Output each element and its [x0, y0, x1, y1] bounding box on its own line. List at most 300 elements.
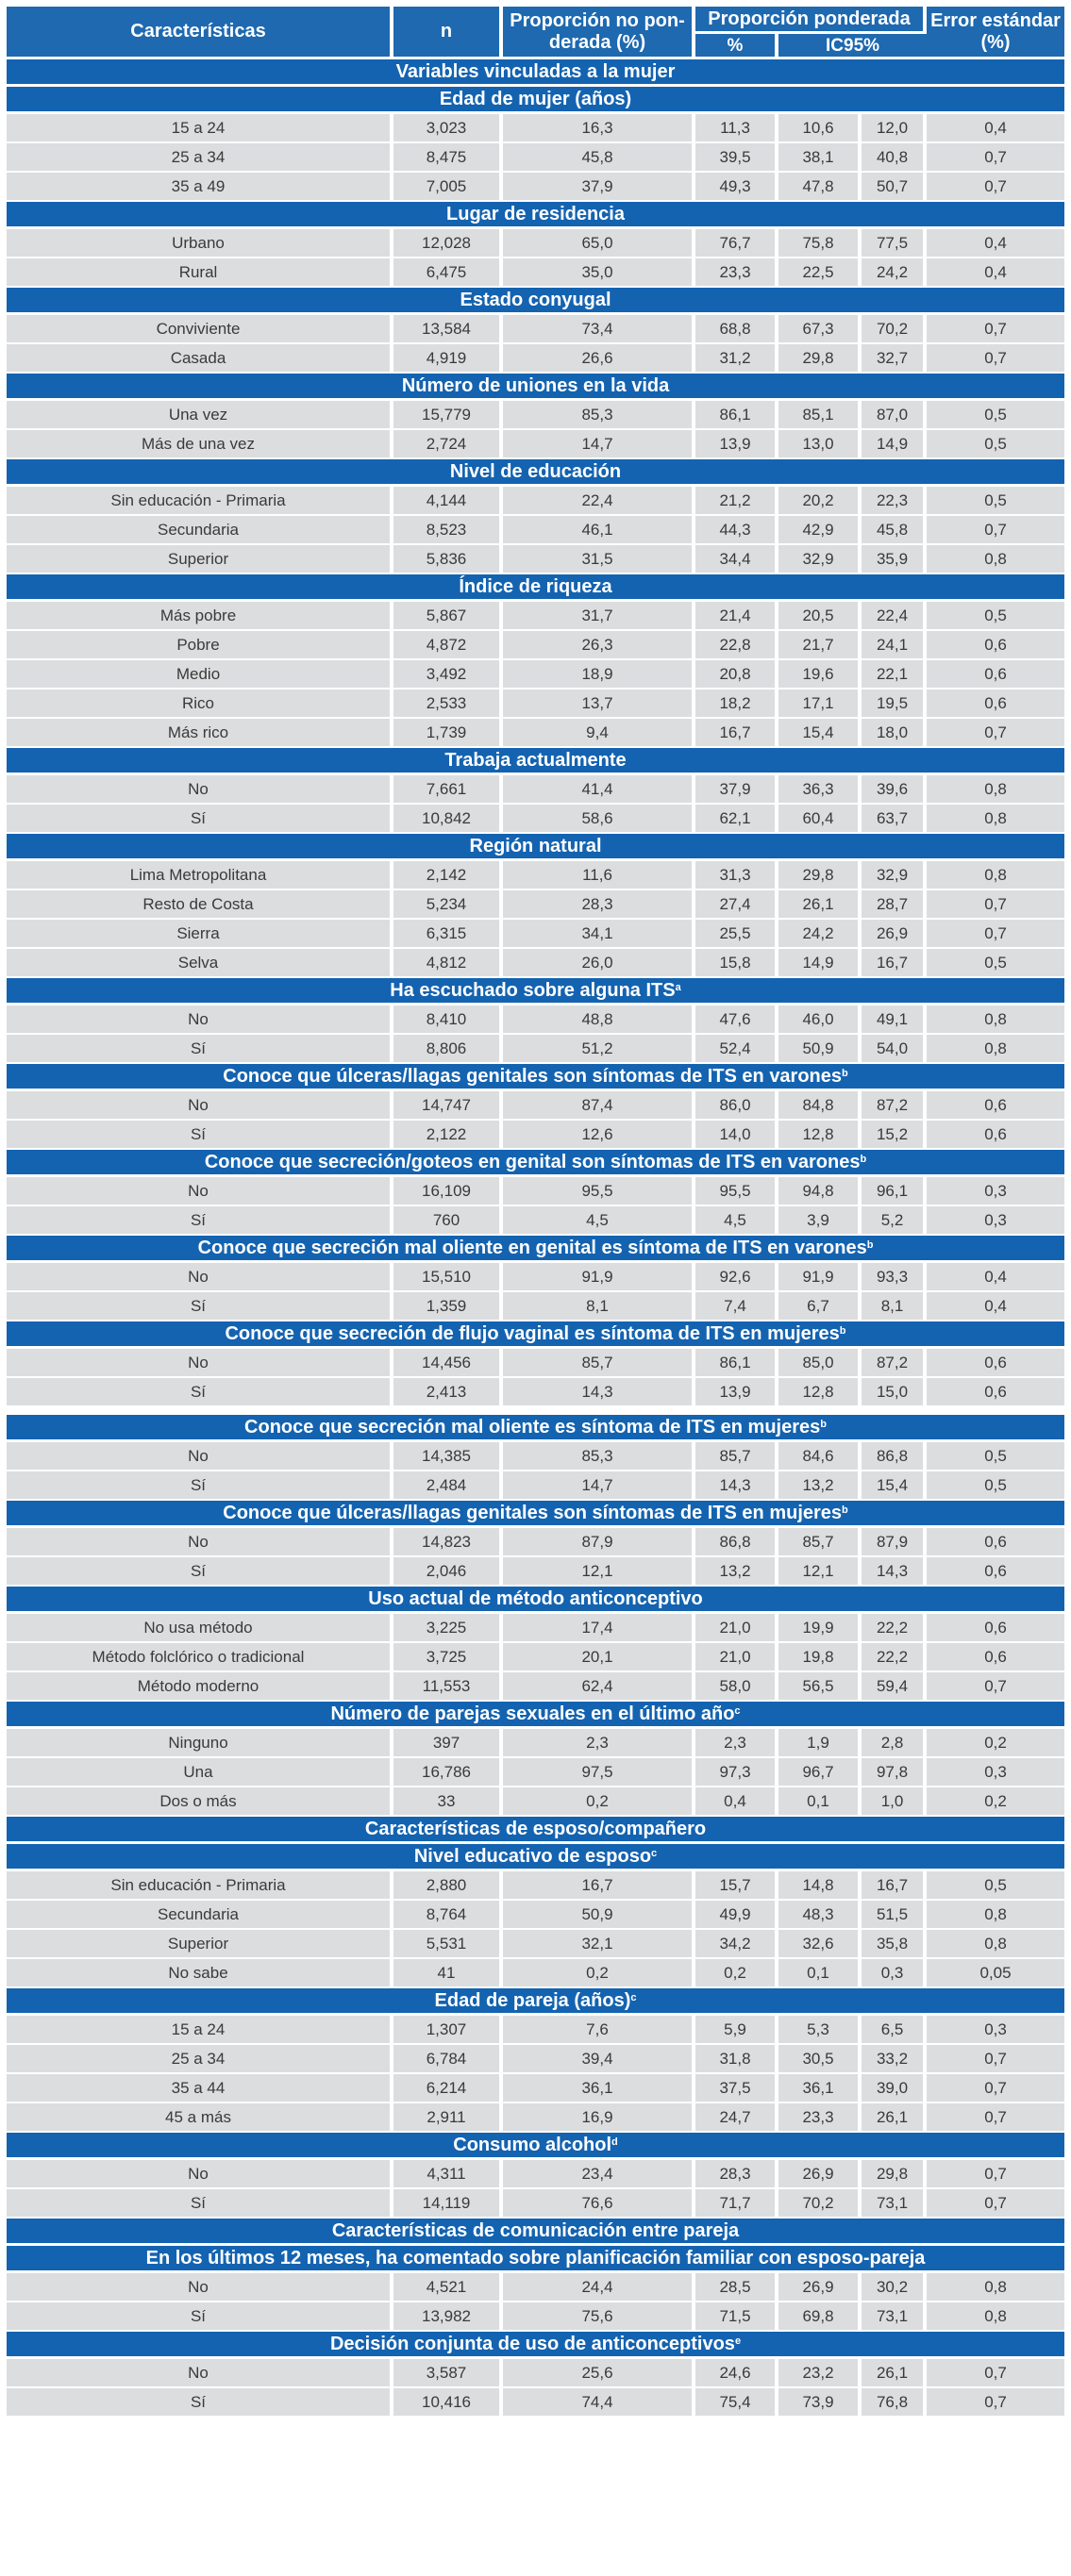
row-prop-no-ponderada: 24,4 — [503, 2273, 695, 2302]
row-error: 0,8 — [927, 1005, 1064, 1035]
table-row — [7, 1787, 1064, 1817]
section-title-text: Decisión conjunta de uso de anticonceptivos — [329, 2333, 735, 2354]
section-header — [7, 202, 1064, 229]
row-pct: 49,3 — [695, 173, 778, 202]
section-group-header — [7, 59, 1064, 87]
row-ic95-high: 24,2 — [862, 258, 927, 288]
row-pct: 34,4 — [695, 545, 778, 574]
row-ic95-high: 87,9 — [862, 1528, 927, 1557]
row-error: 0,6 — [927, 1121, 1064, 1150]
row-ic95-low: 85,0 — [778, 1349, 862, 1378]
header-proporcion-no-ponderada — [503, 7, 695, 59]
row-n: 8,764 — [393, 1901, 503, 1930]
table-row — [7, 258, 1064, 288]
row-n: 2,142 — [393, 861, 503, 890]
footnote-marker: c — [630, 1991, 637, 2003]
row-prop-no-ponderada: 0,2 — [503, 1959, 695, 1988]
row-ic95-low: 19,9 — [778, 1614, 862, 1643]
row-ic95-high: 45,8 — [862, 516, 927, 545]
row-ic95-high: 93,3 — [862, 1263, 927, 1292]
row-pct: 7,4 — [695, 1292, 778, 1321]
row-prop-no-ponderada: 8,1 — [503, 1292, 695, 1321]
table-row — [7, 1643, 1064, 1672]
row-prop-no-ponderada: 26,6 — [503, 344, 695, 374]
section-title — [7, 2246, 1064, 2273]
table-row — [7, 1871, 1064, 1901]
row-error: 0,3 — [927, 1758, 1064, 1787]
row-prop-no-ponderada: 7,6 — [503, 2016, 695, 2045]
section-header — [7, 1064, 1064, 1091]
row-ic95-low: 67,3 — [778, 315, 862, 344]
row-n: 7,661 — [393, 775, 503, 805]
row-label: No — [7, 1177, 393, 1206]
row-error: 0,2 — [927, 1787, 1064, 1817]
row-prop-no-ponderada: 14,7 — [503, 430, 695, 459]
row-label: Sí — [7, 1035, 393, 1064]
row-error: 0,2 — [927, 1729, 1064, 1758]
row-error: 0,3 — [927, 2016, 1064, 2045]
row-ic95-high: 8,1 — [862, 1292, 927, 1321]
row-pct: 49,9 — [695, 1901, 778, 1930]
section-title — [7, 1236, 1064, 1263]
row-pct: 0,4 — [695, 1787, 778, 1817]
row-ic95-low: 32,6 — [778, 1930, 862, 1959]
row-prop-no-ponderada: 25,6 — [503, 2359, 695, 2388]
row-ic95-high: 77,5 — [862, 229, 927, 258]
row-ic95-low: 13,0 — [778, 430, 862, 459]
row-prop-no-ponderada: 12,6 — [503, 1121, 695, 1150]
row-prop-no-ponderada: 13,7 — [503, 690, 695, 719]
row-prop-no-ponderada: 26,3 — [503, 631, 695, 660]
row-ic95-high: 32,9 — [862, 861, 927, 890]
row-pct: 2,3 — [695, 1729, 778, 1758]
row-n: 14,823 — [393, 1528, 503, 1557]
row-error: 0,7 — [927, 143, 1064, 173]
row-ic95-high: 50,7 — [862, 173, 927, 202]
row-prop-no-ponderada: 2,3 — [503, 1729, 695, 1758]
row-label: Sí — [7, 2302, 393, 2332]
row-ic95-high: 16,7 — [862, 949, 927, 978]
row-ic95-low: 21,7 — [778, 631, 862, 660]
footnote-marker: b — [839, 1324, 846, 1337]
row-label: No sabe — [7, 1959, 393, 1988]
header-percent: % — [695, 34, 778, 59]
table-row — [7, 660, 1064, 690]
row-error: 0,7 — [927, 719, 1064, 748]
row-n: 16,109 — [393, 1177, 503, 1206]
section-title-text: Trabaja actualmente — [444, 749, 627, 771]
row-ic95-low: 10,6 — [778, 114, 862, 143]
row-error: 0,7 — [927, 2388, 1064, 2418]
row-ic95-low: 38,1 — [778, 143, 862, 173]
row-ic95-high: 39,6 — [862, 775, 927, 805]
row-n: 7,005 — [393, 173, 503, 202]
table-row — [7, 719, 1064, 748]
row-error: 0,6 — [927, 1614, 1064, 1643]
section-title — [7, 834, 1064, 861]
row-error: 0,3 — [927, 1177, 1064, 1206]
row-error: 0,8 — [927, 805, 1064, 834]
table-row — [7, 602, 1064, 631]
section-title-text: Conoce que secreción/goteos en genital son síntomas de ITS en varones — [204, 1151, 861, 1172]
row-n: 14,747 — [393, 1091, 503, 1121]
row-ic95-low: 70,2 — [778, 2189, 862, 2219]
table-row — [7, 1672, 1064, 1702]
table-row — [7, 2103, 1064, 2133]
section-header — [7, 1501, 1064, 1528]
row-prop-no-ponderada: 62,4 — [503, 1672, 695, 1702]
row-error: 0,5 — [927, 1871, 1064, 1901]
row-prop-no-ponderada: 22,4 — [503, 487, 695, 516]
row-pct: 21,0 — [695, 1614, 778, 1643]
row-label: Conviviente — [7, 315, 393, 344]
row-error: 0,8 — [927, 1901, 1064, 1930]
row-prop-no-ponderada: 39,4 — [503, 2045, 695, 2074]
section-title-text: Variables vinculadas a la mujer — [395, 60, 676, 82]
row-n: 1,307 — [393, 2016, 503, 2045]
footnote-marker: b — [866, 1238, 874, 1251]
section-header — [7, 978, 1064, 1005]
section-title — [7, 374, 1064, 401]
row-ic95-low: 85,1 — [778, 401, 862, 430]
row-ic95-low: 15,4 — [778, 719, 862, 748]
header-prop-no-pond-line1: Proporción no pon- — [510, 9, 685, 31]
row-error: 0,5 — [927, 401, 1064, 430]
section-title-text: Uso actual de método anticonceptivo — [368, 1587, 703, 1609]
row-ic95-low: 75,8 — [778, 229, 862, 258]
header-prop-no-pond-line2: derada (%) — [548, 31, 646, 53]
footnote-marker: b — [842, 1504, 848, 1516]
row-pct: 31,8 — [695, 2045, 778, 2074]
row-error: 0,7 — [927, 315, 1064, 344]
row-label: 25 a 34 — [7, 2045, 393, 2074]
section-title — [7, 202, 1064, 229]
row-label: No — [7, 1442, 393, 1471]
row-ic95-high: 26,1 — [862, 2103, 927, 2133]
row-n: 1,359 — [393, 1292, 503, 1321]
section-title — [7, 1844, 1064, 1871]
row-ic95-high: 2,8 — [862, 1729, 927, 1758]
row-label: No — [7, 1263, 393, 1292]
row-pct: 68,8 — [695, 315, 778, 344]
row-error: 0,8 — [927, 1930, 1064, 1959]
row-label: No — [7, 775, 393, 805]
row-label: Ninguno — [7, 1729, 393, 1758]
table-row — [7, 805, 1064, 834]
row-prop-no-ponderada: 95,5 — [503, 1177, 695, 1206]
row-prop-no-ponderada: 17,4 — [503, 1614, 695, 1643]
row-ic95-high: 87,2 — [862, 1349, 927, 1378]
row-n: 15,779 — [393, 401, 503, 430]
row-label: 35 a 44 — [7, 2074, 393, 2103]
row-pct: 24,7 — [695, 2103, 778, 2133]
row-prop-no-ponderada: 65,0 — [503, 229, 695, 258]
row-n: 1,739 — [393, 719, 503, 748]
row-n: 2,413 — [393, 1378, 503, 1407]
row-ic95-low: 12,8 — [778, 1378, 862, 1407]
table-row — [7, 430, 1064, 459]
table-row — [7, 173, 1064, 202]
row-ic95-low: 29,8 — [778, 861, 862, 890]
table-row — [7, 1471, 1064, 1501]
header-n: n — [393, 7, 503, 59]
row-ic95-low: 14,8 — [778, 1871, 862, 1901]
table-row — [7, 1177, 1064, 1206]
row-label: Sí — [7, 2189, 393, 2219]
row-label: No — [7, 2359, 393, 2388]
row-n: 33 — [393, 1787, 503, 1817]
row-ic95-high: 76,8 — [862, 2388, 927, 2418]
row-error: 0,7 — [927, 2074, 1064, 2103]
table-row — [7, 2189, 1064, 2219]
row-ic95-high: 97,8 — [862, 1758, 927, 1787]
row-label: Sí — [7, 1206, 393, 1236]
table-row — [7, 2302, 1064, 2332]
row-label: Sí — [7, 1557, 393, 1587]
row-label: Más de una vez — [7, 430, 393, 459]
row-ic95-high: 87,2 — [862, 1091, 927, 1121]
section-title-text: Conoce que secreción de flujo vaginal es síntoma de ITS en mujeres — [225, 1322, 840, 1344]
row-n: 14,119 — [393, 2189, 503, 2219]
row-n: 6,214 — [393, 2074, 503, 2103]
row-label: No — [7, 2273, 393, 2302]
row-prop-no-ponderada: 74,4 — [503, 2388, 695, 2418]
row-label: Sierra — [7, 920, 393, 949]
row-error: 0,7 — [927, 2045, 1064, 2074]
row-pct: 71,7 — [695, 2189, 778, 2219]
section-header — [7, 374, 1064, 401]
row-prop-no-ponderada: 58,6 — [503, 805, 695, 834]
row-label: No — [7, 1091, 393, 1121]
row-n: 14,456 — [393, 1349, 503, 1378]
table-row — [7, 1378, 1064, 1407]
row-error: 0,8 — [927, 545, 1064, 574]
row-pct: 24,6 — [695, 2359, 778, 2388]
row-n: 2,911 — [393, 2103, 503, 2133]
section-title — [7, 1702, 1064, 1729]
row-ic95-low: 26,1 — [778, 890, 862, 920]
table-row — [7, 1263, 1064, 1292]
table-row — [7, 1121, 1064, 1150]
row-prop-no-ponderada: 16,3 — [503, 114, 695, 143]
row-ic95-high: 22,1 — [862, 660, 927, 690]
row-pct: 31,2 — [695, 344, 778, 374]
row-ic95-low: 22,5 — [778, 258, 862, 288]
row-label: Pobre — [7, 631, 393, 660]
section-header — [7, 1150, 1064, 1177]
row-pct: 85,7 — [695, 1442, 778, 1471]
row-label: Una vez — [7, 401, 393, 430]
row-pct: 95,5 — [695, 1177, 778, 1206]
row-ic95-low: 12,8 — [778, 1121, 862, 1150]
row-pct: 16,7 — [695, 719, 778, 748]
row-label: Secundaria — [7, 516, 393, 545]
row-ic95-low: 23,3 — [778, 2103, 862, 2133]
table-row — [7, 2388, 1064, 2418]
footnote-marker: b — [860, 1153, 867, 1165]
table-row — [7, 1729, 1064, 1758]
row-n: 8,806 — [393, 1035, 503, 1064]
row-ic95-high: 6,5 — [862, 2016, 927, 2045]
section-header — [7, 1321, 1064, 1349]
row-error: 0,7 — [927, 344, 1064, 374]
row-label: Sin educación - Primaria — [7, 487, 393, 516]
row-ic95-high: 26,9 — [862, 920, 927, 949]
row-ic95-low: 50,9 — [778, 1035, 862, 1064]
section-header — [7, 2133, 1064, 2160]
row-pct: 31,3 — [695, 861, 778, 890]
section-title — [7, 2133, 1064, 2160]
row-label: Dos o más — [7, 1787, 393, 1817]
row-prop-no-ponderada: 87,4 — [503, 1091, 695, 1121]
section-title — [7, 1587, 1064, 1614]
row-ic95-low: 13,2 — [778, 1471, 862, 1501]
table-row — [7, 1005, 1064, 1035]
row-ic95-high: 33,2 — [862, 2045, 927, 2074]
row-label: Rural — [7, 258, 393, 288]
row-error: 0,6 — [927, 1378, 1064, 1407]
section-group-header — [7, 1817, 1064, 1844]
row-error: 0,8 — [927, 2302, 1064, 2332]
row-ic95-high: 5,2 — [862, 1206, 927, 1236]
row-pct: 97,3 — [695, 1758, 778, 1787]
spacer-cell — [7, 1407, 1064, 1415]
row-label: Sin educación - Primaria — [7, 1871, 393, 1901]
row-ic95-high: 29,8 — [862, 2160, 927, 2189]
row-label: 15 a 24 — [7, 114, 393, 143]
row-error: 0,7 — [927, 2189, 1064, 2219]
section-title-text: Región natural — [469, 835, 602, 856]
row-ic95-low: 60,4 — [778, 805, 862, 834]
header-error-line1: Error estándar — [930, 9, 1061, 31]
row-error: 0,5 — [927, 1471, 1064, 1501]
row-error: 0,5 — [927, 430, 1064, 459]
row-pct: 13,9 — [695, 430, 778, 459]
row-pct: 37,9 — [695, 775, 778, 805]
row-pct: 47,6 — [695, 1005, 778, 1035]
row-n: 16,786 — [393, 1758, 503, 1787]
section-header — [7, 2332, 1064, 2359]
table-row — [7, 890, 1064, 920]
row-ic95-high: 22,3 — [862, 487, 927, 516]
row-ic95-low: 73,9 — [778, 2388, 862, 2418]
section-header — [7, 459, 1064, 487]
row-prop-no-ponderada: 37,9 — [503, 173, 695, 202]
table-row — [7, 2359, 1064, 2388]
row-ic95-low: 24,2 — [778, 920, 862, 949]
row-error: 0,7 — [927, 2160, 1064, 2189]
row-error: 0,6 — [927, 1643, 1064, 1672]
row-n: 3,725 — [393, 1643, 503, 1672]
row-n: 4,521 — [393, 2273, 503, 2302]
table-row — [7, 114, 1064, 143]
row-prop-no-ponderada: 51,2 — [503, 1035, 695, 1064]
row-label: No usa método — [7, 1614, 393, 1643]
table-row — [7, 516, 1064, 545]
row-error: 0,6 — [927, 1557, 1064, 1587]
row-pct: 21,0 — [695, 1643, 778, 1672]
row-pct: 37,5 — [695, 2074, 778, 2103]
row-ic95-low: 47,8 — [778, 173, 862, 202]
section-title — [7, 574, 1064, 602]
row-n: 5,531 — [393, 1930, 503, 1959]
row-label: Superior — [7, 545, 393, 574]
footnote-marker: c — [734, 1704, 741, 1717]
row-pct: 15,8 — [695, 949, 778, 978]
table-row — [7, 920, 1064, 949]
table-row — [7, 949, 1064, 978]
header-caracteristicas: Características — [7, 7, 393, 59]
row-error: 0,05 — [927, 1959, 1064, 1988]
row-ic95-low: 14,9 — [778, 949, 862, 978]
section-title — [7, 288, 1064, 315]
row-label: Superior — [7, 1930, 393, 1959]
row-pct: 25,5 — [695, 920, 778, 949]
section-title-text: Conoce que úlceras/llagas genitales son síntomas de ITS en mujeres — [223, 1502, 843, 1523]
footnote-marker: b — [820, 1418, 827, 1430]
row-prop-no-ponderada: 91,9 — [503, 1263, 695, 1292]
row-ic95-high: 16,7 — [862, 1871, 927, 1901]
section-title — [7, 59, 1064, 87]
section-header — [7, 1702, 1064, 1729]
section-group-header — [7, 2219, 1064, 2246]
section-title-text: Índice de riqueza — [459, 575, 612, 597]
row-ic95-low: 19,6 — [778, 660, 862, 690]
row-n: 2,880 — [393, 1871, 503, 1901]
row-ic95-low: 3,9 — [778, 1206, 862, 1236]
row-n: 12,028 — [393, 229, 503, 258]
table-row — [7, 1901, 1064, 1930]
row-ic95-low: 26,9 — [778, 2160, 862, 2189]
section-title-text: Número de parejas sexuales en el último año — [330, 1703, 735, 1724]
section-title — [7, 1817, 1064, 1844]
row-pct: 71,5 — [695, 2302, 778, 2332]
row-prop-no-ponderada: 50,9 — [503, 1901, 695, 1930]
row-prop-no-ponderada: 73,4 — [503, 315, 695, 344]
row-ic95-high: 73,1 — [862, 2302, 927, 2332]
section-title-text: Número de uniones en la vida — [401, 374, 670, 396]
row-prop-no-ponderada: 76,6 — [503, 2189, 695, 2219]
table-row — [7, 1959, 1064, 1988]
row-label: Sí — [7, 1378, 393, 1407]
row-pct: 44,3 — [695, 516, 778, 545]
row-label: Selva — [7, 949, 393, 978]
row-ic95-high: 22,2 — [862, 1614, 927, 1643]
row-pct: 4,5 — [695, 1206, 778, 1236]
section-title — [7, 748, 1064, 775]
row-error: 0,3 — [927, 1206, 1064, 1236]
table-row — [7, 1035, 1064, 1064]
table-row — [7, 1292, 1064, 1321]
table-row — [7, 545, 1064, 574]
header-error-estandar — [927, 7, 1064, 59]
row-n: 6,784 — [393, 2045, 503, 2074]
table-row — [7, 1758, 1064, 1787]
section-header — [7, 834, 1064, 861]
table-row — [7, 487, 1064, 516]
row-pct: 58,0 — [695, 1672, 778, 1702]
row-label: 15 a 24 — [7, 2016, 393, 2045]
row-ic95-high: 26,1 — [862, 2359, 927, 2388]
footnote-marker: c — [651, 1847, 658, 1859]
row-ic95-low: 84,8 — [778, 1091, 862, 1121]
row-label: 35 a 49 — [7, 173, 393, 202]
row-ic95-high: 73,1 — [862, 2189, 927, 2219]
row-ic95-high: 96,1 — [862, 1177, 927, 1206]
row-n: 10,842 — [393, 805, 503, 834]
row-prop-no-ponderada: 16,7 — [503, 1871, 695, 1901]
row-label: 45 a más — [7, 2103, 393, 2133]
